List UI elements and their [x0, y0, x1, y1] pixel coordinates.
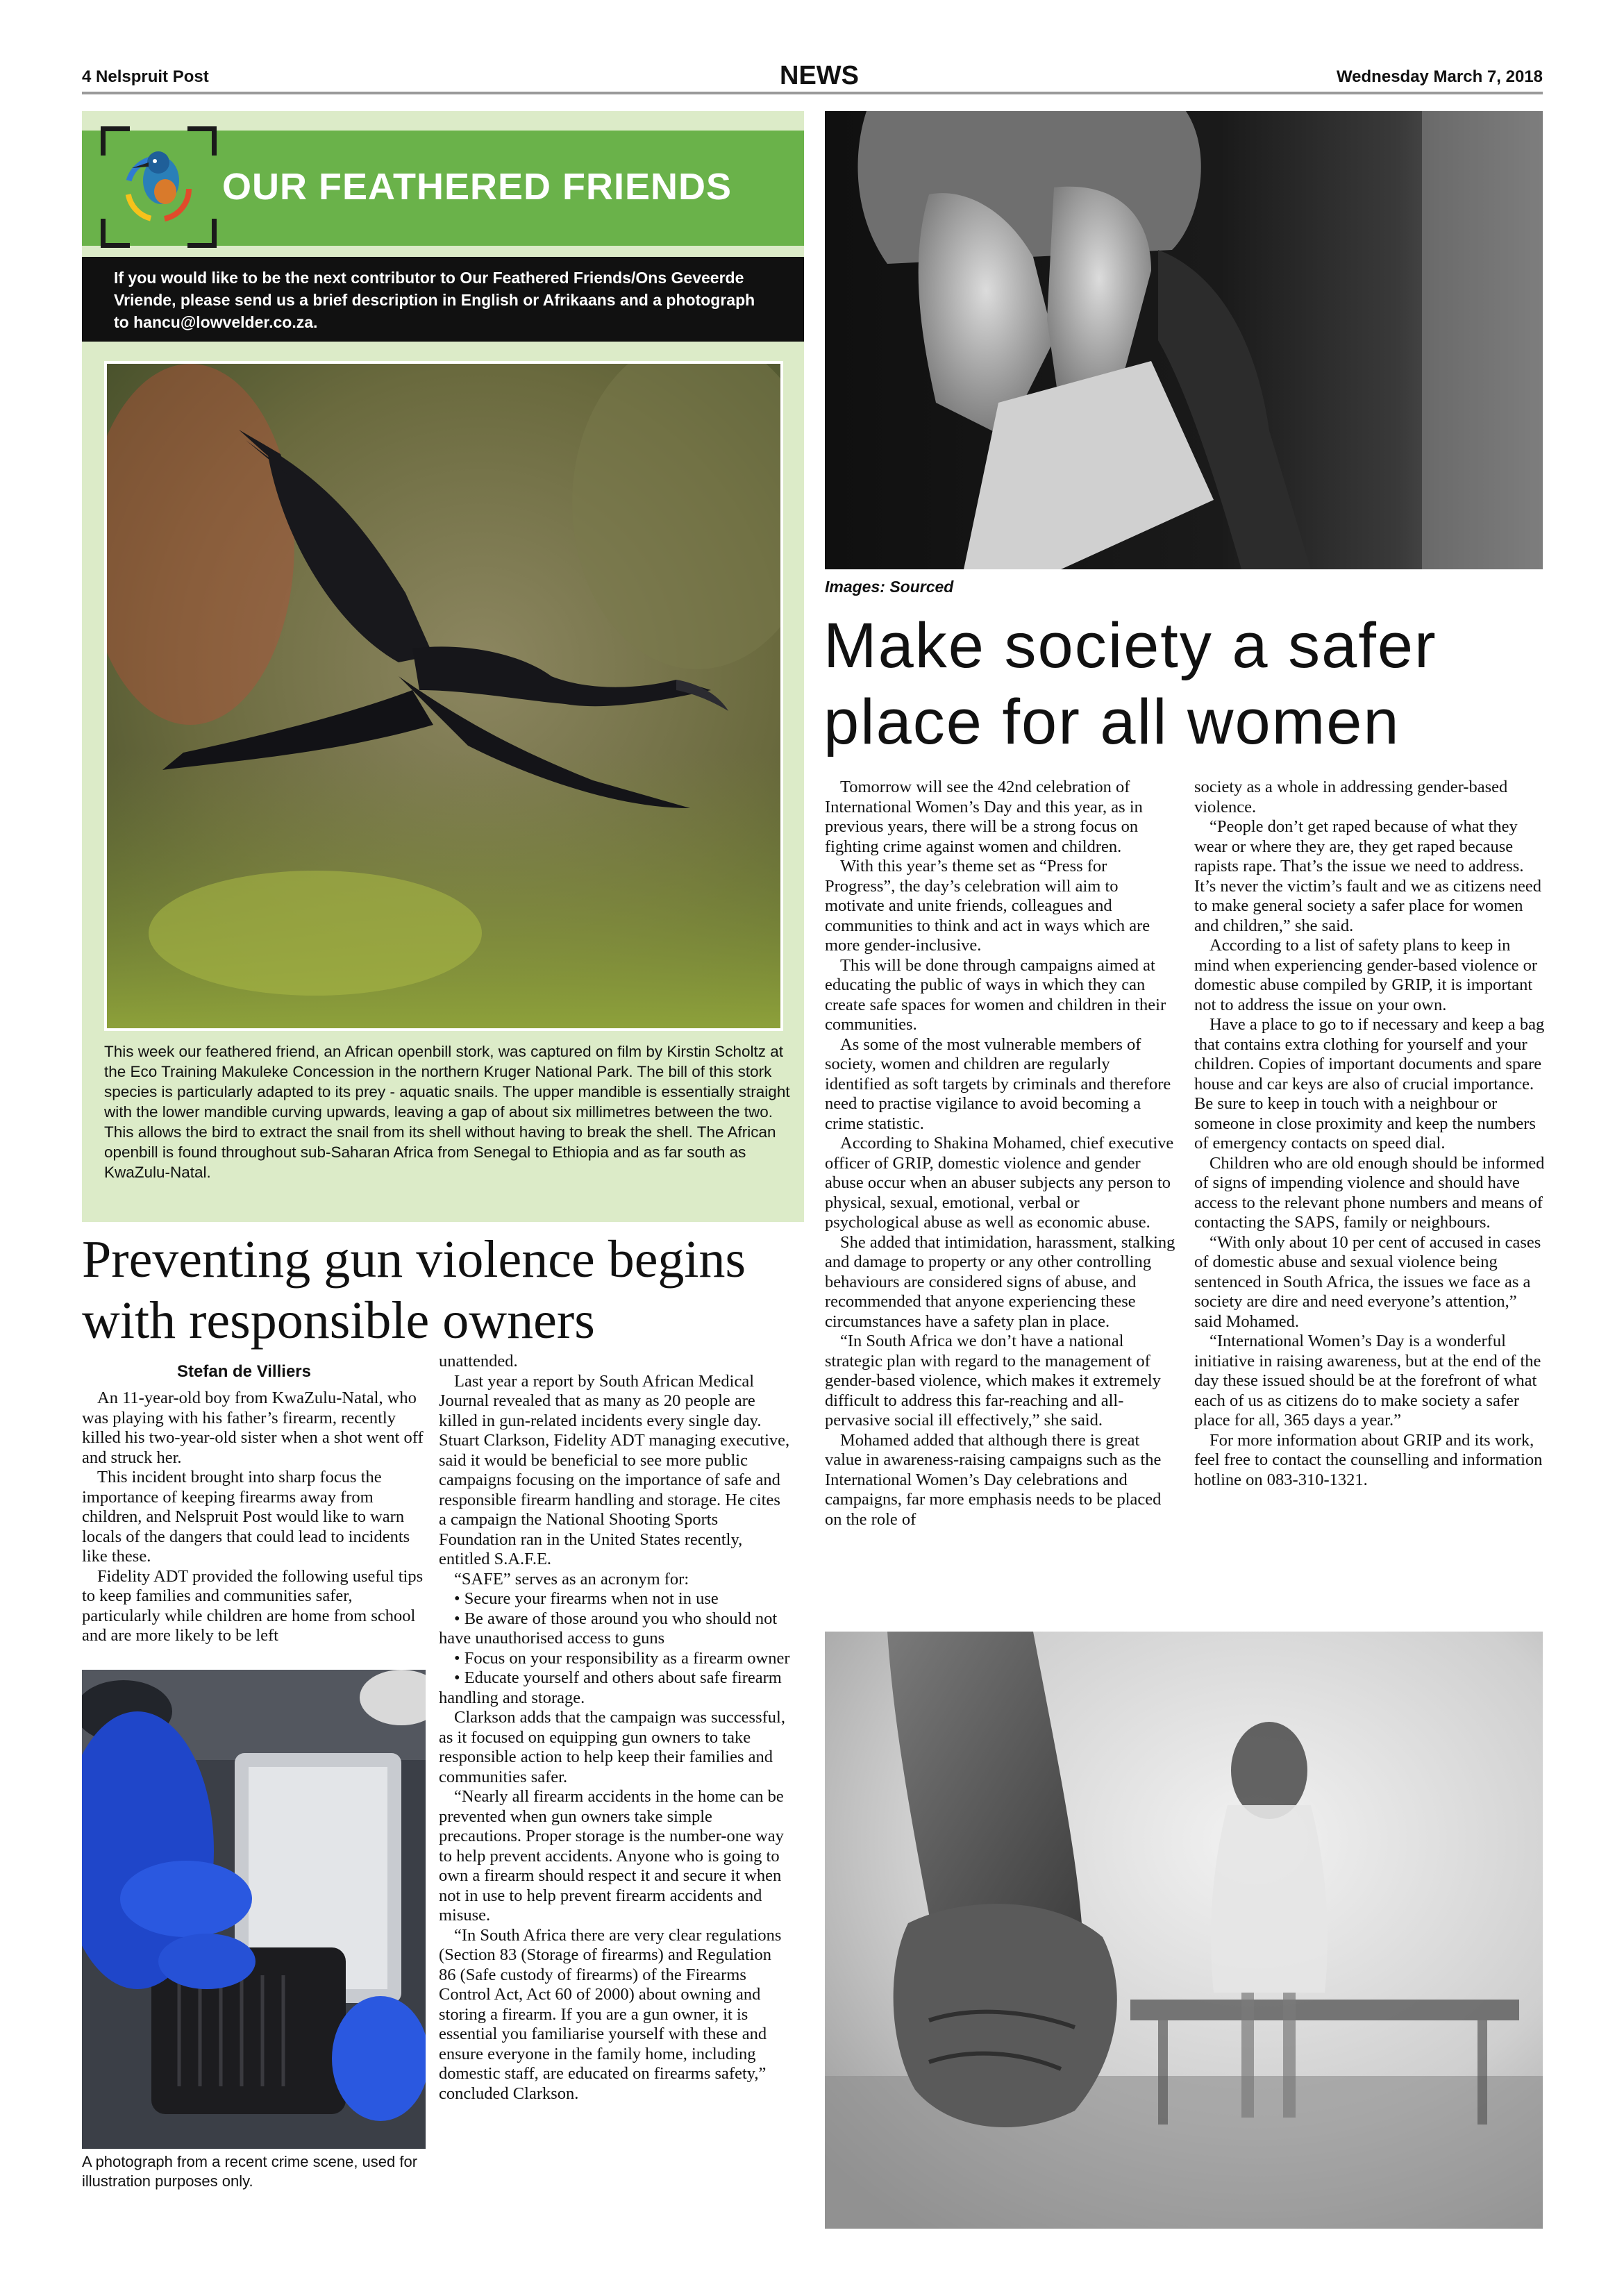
handgun-photo-caption: A photograph from a recent crime scene, used for illustration purposes only.	[82, 2153, 418, 2190]
paragraph: • Educate yourself and others about safe firearm handling and storage.	[439, 1668, 782, 1707]
distressed-woman-photo	[825, 111, 1543, 569]
paragraph: An 11-year-old boy from KwaZulu-Natal, who was playing with his father’s firearm, recently killed his two-year-old sister when a shot went off and struck her.	[82, 1389, 424, 1467]
paragraph: “With only about 10 per cent of accused in cases of domestic abuse and sexual violence being sentenced in South Africa, the issues we face as a society are dire and need everyone’s attention,” said Mohamed.	[1194, 1232, 1541, 1331]
paragraph: She added that intimidation, harassment, stalking and damage to property or any other controlling behaviours are considered signs of abuse, and recommended that anyone experiencing these circumstances have a safety plan in place.	[825, 1232, 1175, 1331]
paragraph: This will be done through campaigns aimed at educating the public of ways in which they can create safe spaces for women and children in their communities.	[825, 955, 1166, 1034]
header-rule	[82, 92, 1543, 94]
paragraph: unattended.	[439, 1352, 518, 1371]
paragraph: society as a whole in addressing gender-based violence.	[1194, 778, 1508, 816]
women-article-headline: Make society a safer place for all women	[823, 610, 1437, 757]
paragraph: With this year’s theme set as “Press for Progress”, the day’s celebration will aim to motivate and unite friends, colleagues and communities to think and act in ways which are more gender-inclusive.	[825, 857, 1150, 955]
gun-article-column-1	[82, 1389, 428, 1646]
paragraph: According to Shakina Mohamed, chief executive officer of GRIP, domestic violence and gender abuse occur when an abuser subjects any person to physical, sexual, emotional, verbal or psychological abuse as well as economic abuse.	[825, 1134, 1174, 1232]
kingfisher-logo-icon	[110, 132, 207, 236]
paragraph: Mohamed added that although there is great value in awareness-raising campaigns such as the International Women’s Day celebrations and campaigns, far more emphasis needs to be placed on the role of	[825, 1430, 1162, 1529]
byline: Stefan de Villiers	[177, 1362, 311, 1381]
paragraph: Fidelity ADT provided the following useful tips to keep families and communities safer, particularly while children are home from school and are more likely to be left	[82, 1566, 424, 1645]
paragraph: This incident brought into sharp focus the importance of keeping firearms away from children, and Nelspruit Post would like to warn locals of the dangers that could lead to incidents like these.	[82, 1468, 410, 1566]
paragraph: “Nearly all firearm accidents in the home can be prevented when gun owners take simple precautions. Proper storage is the number-one way to help prevent accidents. Anyone who is going to own a firearm should respect it and secure it when not in use to help prevent firearm accidents and misuse.	[439, 1787, 784, 1925]
women-article-column-2	[1194, 778, 1545, 1490]
paragraph: “International Women’s Day is a wonderful initiative in raising awareness, but at the end of the day these issued should be at the forefront of what each of us as citizens do to make society a safer place for all, 365 days a year.”	[1194, 1332, 1541, 1430]
paragraph: Last year a report by South African Medical Journal revealed that as many as 20 people are killed in gun-related incidents every single day. Stuart Clarkson, Fidelity ADT managing executive, said it would be beneficial to see more public campaigns focusing on the importance of safe and responsible firearm handling and storage. He cites a campaign the National Shooting Sports Foundation ran in the United States recently, entitled S.A.F.E.	[439, 1371, 790, 1568]
image-credit: Images: Sourced	[825, 578, 954, 596]
paragraph: According to a list of safety plans to keep in mind when experiencing gender-based violence or domestic abuse compiled by GRIP, it is important not to address the issue on your own.	[1194, 936, 1538, 1014]
stork-photo	[104, 361, 783, 1031]
paragraph: For more information about GRIP and its work, feel free to contact the counselling and information hotline on 083-310-1321.	[1194, 1430, 1543, 1489]
issue-date: Wednesday March 7, 2018	[1336, 67, 1543, 86]
contributor-notice: If you would like to be the next contributor to Our Feathered Friends/Ons Geveerde Vriende, please send us a brief description in English or Afrikaans and a photograph to hancu@lowvelder.co.za.	[82, 257, 804, 342]
gun-article-column-2	[439, 1352, 792, 2104]
paragraph: As some of the most vulnerable members of society, women and children are regularly identified as soft targets by criminals and therefore need to practise vigilance to avoid becoming a crime statistic.	[825, 1034, 1171, 1133]
paragraph: • Focus on your responsibility as a firearm owner	[454, 1648, 790, 1668]
fist-and-girl-photo	[825, 1632, 1543, 2229]
paragraph: • Secure your firearms when not in use	[454, 1589, 719, 1608]
paragraph: Clarkson adds that the campaign was successful, as it focused on equipping gun owners to take responsible action to help keep their families and communities safer.	[439, 1708, 785, 1786]
paragraph: Have a place to go to if necessary and keep a bag that contains extra clothing for yourself and your children. Copies of important documents and spare house and car keys are also of crucial importance. Be sure to keep in touch with a neighbour or someone in close proximity and keep the numbers of emergency contacts on speed dial.	[1194, 1015, 1545, 1153]
page-label: 4 Nelspruit Post	[82, 67, 209, 86]
paragraph: “In South Africa we don’t have a national strategic plan with regard to the management of gender-based violence, which makes it extremely difficult to address this far-reaching and all-pervasive social ill effectively,” she said.	[825, 1332, 1161, 1430]
handgun-photo	[82, 1670, 426, 2149]
paragraph: “In South Africa there are very clear regulations (Section 83 (Storage of firearms) and Regulation 86 (Safe custody of firearms) of the Firearms Control Act, Act 60 of 2000) about owning and storing a firearm. If you are a gun owner, it is essential you familiarise yourself with these and ensure everyone in the family home, including domestic staff, are educated on firearms safety,” concluded Clarkson.	[439, 1925, 782, 2103]
stork-caption: This week our feathered friend, an African openbill stork, was captured on film by Kirstin Scholtz at the Eco Training Makuleke Concession in the northern Kruger National Park. The bill of this stork species is particularly adapted to its prey - aquatic snails. The upper mandible is essentially straight with the lower mandible curving upwards, leaving a gap of about six millimetres between the two. This allows the bird to extract the snail from its shell without having to break the shell. The African openbill is found throughout sub-Saharan Africa from Senegal to Ethiopia and as far south as KwaZulu-Natal.	[104, 1043, 790, 1181]
paragraph: Tomorrow will see the 42nd celebration of International Women’s Day and this year, as in previous years, there will be a strong focus on fighting crime against women and children.	[825, 778, 1143, 856]
paragraph: • Be aware of those around you who should not have unauthorised access to guns	[439, 1609, 778, 1648]
gun-article-headline: Preventing gun violence begins with responsible owners	[82, 1230, 746, 1350]
paragraph: “People don’t get raped because of what they wear or where they are, they get raped because rapists rape. That’s the issue we need to address. It’s never the victim’s fault and we as citizens need to make general society a safer place for women and children,” she said.	[1194, 817, 1542, 935]
section-label: NEWS	[780, 61, 859, 90]
feathered-friends-title: OUR FEATHERED FRIENDS	[222, 166, 733, 208]
paragraph: Children who are old enough should be informed of signs of impending violence and should have access to the relevant phone numbers and means of contacting the SAPS, family or neighbours.	[1194, 1153, 1545, 1232]
women-article-column-1	[825, 778, 1175, 1530]
paragraph: “SAFE” serves as an acronym for:	[454, 1569, 689, 1589]
